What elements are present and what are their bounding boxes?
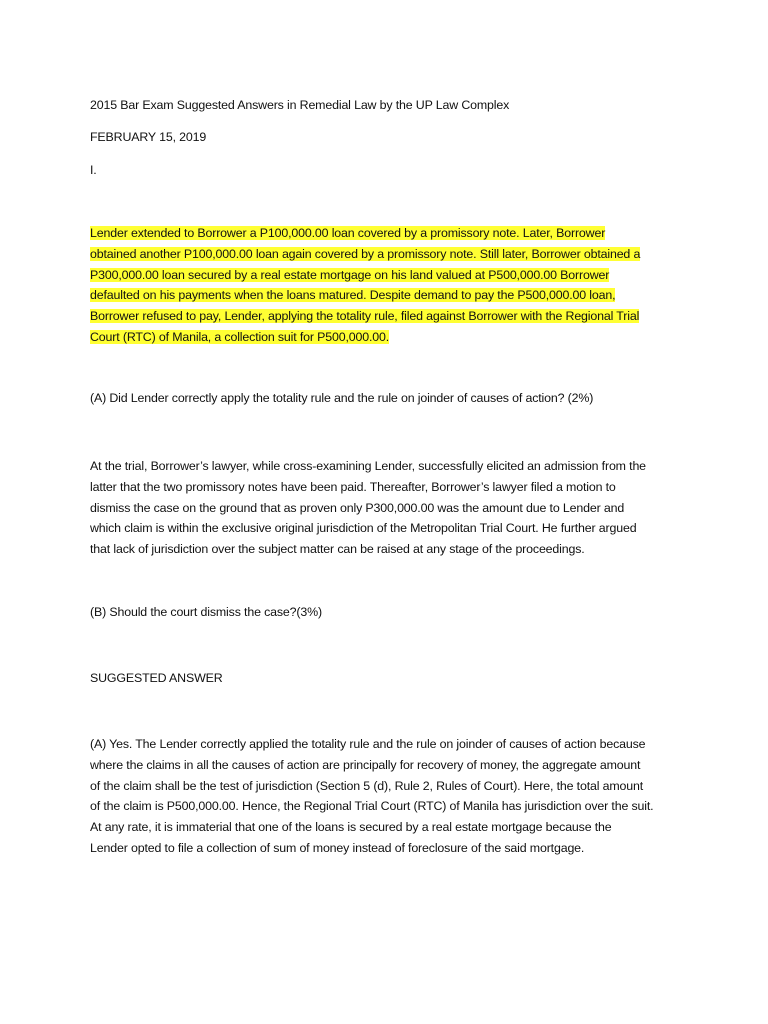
paragraph-line: Borrower refused to pay, Lender, applying the totality rule, filed against Borrower with the Regional Trial [90,309,640,324]
suggested-answer-heading: SUGGESTED ANSWER [90,671,223,685]
paragraph-line: which claim is within the exclusive original jurisdiction of the Metropolitan Trial Court. He further argued [90,521,637,536]
paragraph-line: latter that the two promissory notes have been paid. Thereafter, Borrower’s lawyer filed a motion to [90,479,616,494]
paragraph-line: Court (RTC) of Manila, a collection suit for P500,000.00. [90,329,390,344]
highlighted-problem-paragraph [90,223,690,348]
section-numeral: I. [90,163,97,177]
paragraph-line: P300,000.00 loan secured by a real estate mortgage on his land valued at P500,000.00 Borrower [90,267,610,282]
document-title: 2015 Bar Exam Suggested Answers in Remedial Law by the UP Law Complex [90,98,510,112]
paragraph-line: defaulted on his payments when the loans matured. Despite demand to pay the P500,000.00 loan, [90,288,616,303]
answer-a-paragraph [90,734,690,859]
paragraph-line: At the trial, Borrower’s lawyer, while cross-examining Lender, successfully elicited an admission from the [90,459,646,473]
paragraph-line: where the claims in all the causes of action are principally for recovery of money, the aggregate amount [90,757,641,772]
paragraph-line: of the claim shall be the test of jurisdiction (Section 5 (d), Rule 2, Rules of Court). Here, the total amount [90,778,644,793]
document-date: FEBRUARY 15, 2019 [90,130,207,144]
question-b: (B) Should the court dismiss the case?(3%) [90,605,322,619]
paragraph-line: dismiss the case on the ground that as proven only P300,000.00 was the amount due to Lender and [90,500,625,515]
paragraph-line: Lender extended to Borrower a P100,000.00 loan covered by a promissory note. Later, Borrower [90,226,606,240]
paragraph-line: (A) Yes. The Lender correctly applied the totality rule and the rule on joinder of causes of action because [90,737,646,751]
paragraph-line: that lack of jurisdiction over the subject matter can be raised at any stage of the proceedings. [90,542,585,557]
paragraph-line: Lender opted to file a collection of sum of money instead of foreclosure of the said mortgage. [90,840,585,855]
facts-paragraph [90,456,690,560]
question-a: (A) Did Lender correctly apply the totality rule and the rule on joinder of causes of action? (2%) [90,391,594,405]
paragraph-line: of the claim is P500,000.00. Hence, the Regional Trial Court (RTC) of Manila has jurisdiction over the suit. [90,799,654,814]
paragraph-line: At any rate, it is immaterial that one of the loans is secured by a real estate mortgage because the [90,820,612,835]
paragraph-line: obtained another P100,000.00 loan again covered by a promissory note. Still later, Borrower obtained a [90,246,641,261]
